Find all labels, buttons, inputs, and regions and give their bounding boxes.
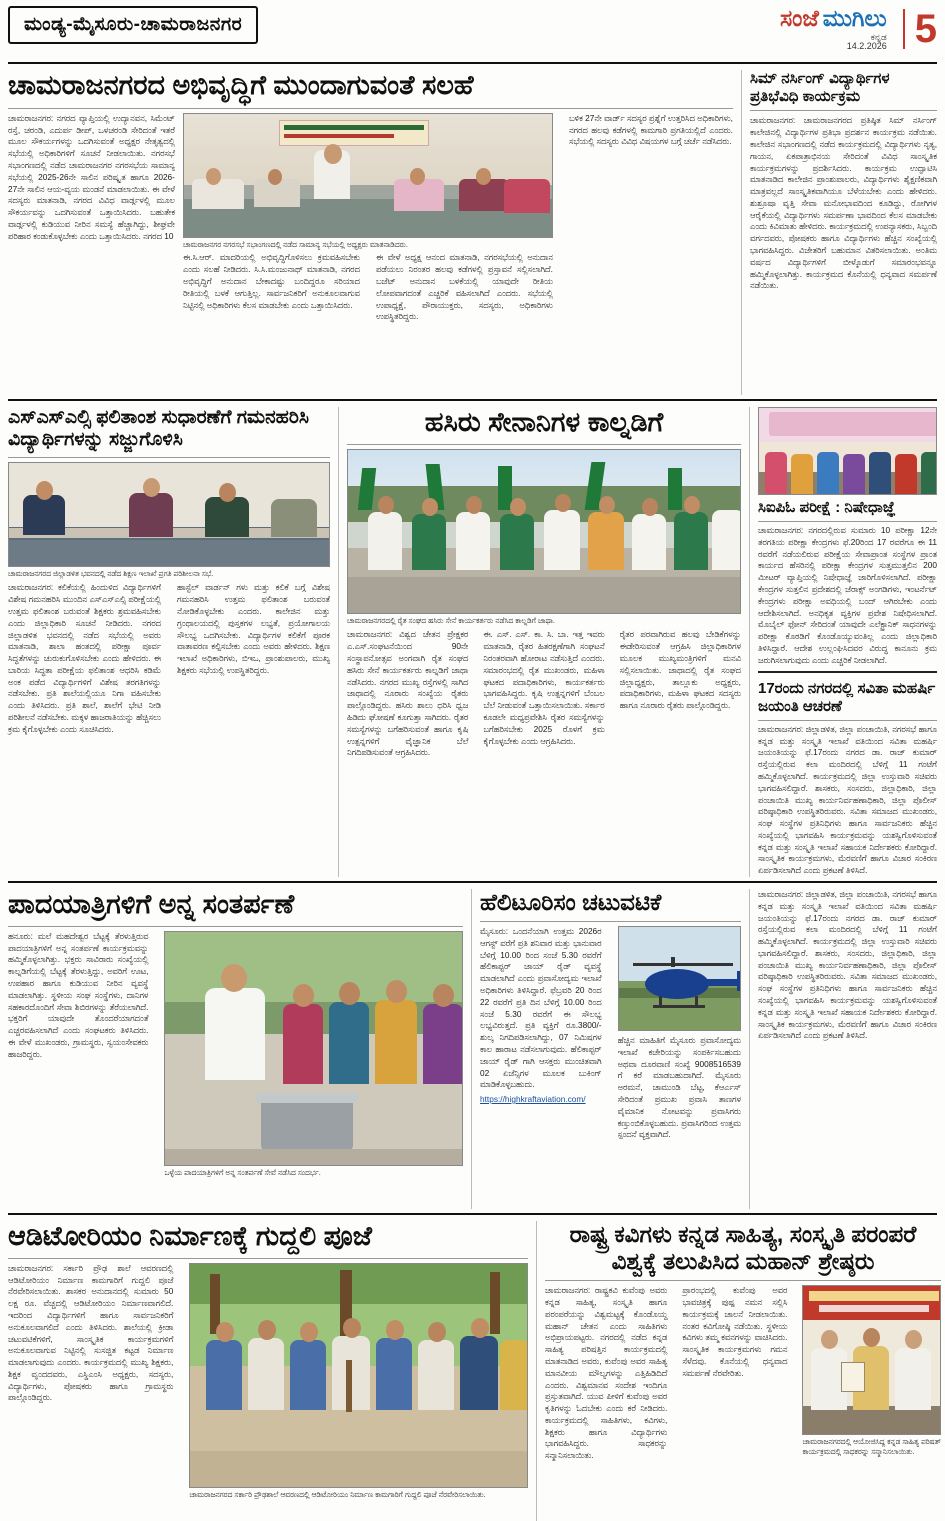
photo-stage-group: [758, 407, 937, 495]
a2-caption: ಚಾಮರಾಜನಗರದ ಜಿಲ್ಲಾಡಳಿತ ಭವನದಲ್ಲಿ ನಡೆದ ಶಿಕ್ಷಣ ಇಲಾಖೆ ಪ್ರಗತಿ ಪರಿಶೀಲನಾ ಸಭೆ.: [8, 568, 214, 578]
a3-col3: ರೈತರ ಪರವಾಗಿರುವ ಹಲವು ಬೇಡಿಕೆಗಳನ್ನು ಈಡೇರಿಸುವಂತೆ ಆಗ್ರಹಿಸಿ ಜಿಲ್ಲಾಧಿಕಾರಿಗಳ ಮೂಲಕ ಮುಖ್ಯಮಂತ್ರಿಗಳಿಗೆ ಮನವಿ ಸಲ್ಲಿಸಲಾಯಿತು. ಜಾಥಾದಲ್ಲಿ ರೈತ ಸಂಘದ ಜಿಲ್ಲಾಧ್ಯಕ್ಷರು, ತಾಲ್ಲೂಕು ಅಧ್ಯಕ್ಷರು, ಪದಾಧಿಕಾರಿಗಳು, ಮಹಿಳಾ ಘಟಕದ ಸದಸ್ಯರು ಹಾಗೂ ನೂರಾರು ರೈತರು ಪಾಲ್ಗೊಂಡಿದ್ದರು.: [619, 629, 741, 711]
a6-body: ಚಾಮರಾಜನಗರ: ಜಿಲ್ಲಾಡಳಿತ, ಜಿಲ್ಲಾ ಪಂಚಾಯಿತಿ, ನಗರಸಭೆ ಹಾಗೂ ಕನ್ನಡ ಮತ್ತು ಸಂಸ್ಕೃತಿ ಇಲಾಖೆ ವತಿಯಿಂದ ಸವಿತಾ ಮಹರ್ಷಿ ಜಯಂತಿಯನ್ನು ಫೆ.17ರಂದು ನಗರದ ಡಾ. ರಾಜ್ ಕುಮಾರ್ ರಸ್ತೆಯಲ್ಲಿರುವ ಕಲಾ ಮಂದಿರದಲ್ಲಿ ಬೆಳಿಗ್ಗೆ 11 ಗಂಟೆಗೆ ಹಮ್ಮಿಕೊಳ್ಳಲಾಗಿದೆ. ಕಾರ್ಯಕ್ರಮದಲ್ಲಿ ಜಿಲ್ಲಾ ಉಸ್ತುವಾರಿ ಸಚಿವರು ಭಾಗವಹಿಸಲಿದ್ದಾರೆ. ಶಾಸಕರು, ಸಂಸದರು, ಜಿಲ್ಲಾಧಿಕಾರಿ, ಜಿಲ್ಲಾ ಪಂಚಾಯಿತಿ ಮುಖ್ಯ ಕಾರ್ಯನಿರ್ವಹಣಾಧಿಕಾರಿ, ಜಿಲ್ಲಾ ಪೊಲೀಸ್ ವರಿಷ್ಠಾಧಿಕಾರಿ ಉಪಸ್ಥಿತರಿರುವರು. ಸವಿತಾ ಸಮಾಜದ ಮುಖಂಡರು, ಸಂಘ ಸಂಸ್ಥೆಗಳ ಪ್ರತಿನಿಧಿಗಳು ಹಾಗೂ ಸಾರ್ವಜನಿಕರು ಹೆಚ್ಚಿನ ಸಂಖ್ಯೆಯಲ್ಲಿ ಭಾಗವಹಿಸಿ ಕಾರ್ಯಕ್ರಮವನ್ನು ಯಶಸ್ವಿಗೊಳಿಸುವಂತೆ ಕನ್ನಡ ಮತ್ತು ಸಂಸ್ಕೃತಿ ಇಲಾಖೆ ಸಹಾಯಕ ನಿರ್ದೇಶಕರು ಕೋರಿದ್ದಾರೆ. ಸಾಂಸ್ಕೃತಿಕ ಕಾರ್ಯಕ್ರಮಗಳು, ಮೆರವಣಿಗೆ ಹಾಗೂ ವಿಚಾರ ಸಂಕಿರಣ ಏರ್ಪಡಿಸಲಾಗಿದೆ ಎಂದು ಪ್ರಕಟಣೆ ತಿಳಿಸಿದೆ.: [758, 723, 937, 876]
headline-a10: ರಾಷ್ಟ್ರ ಕವಿಗಳು ಕನ್ನಡ ಸಾಹಿತ್ಯ, ಸಂಸ್ಕೃತಿ ಪರಂಪರೆ ವಿಶ್ವಕ್ಕೆ ತಲುಪಿಸಿದ ಮಹಾನ್ ಶ್ರೇಷ್ಠರು: [569, 1221, 917, 1275]
article-chamarajanagara-development: [8, 70, 733, 395]
headline-a7: ಪಾದಯಾತ್ರಿಗಳಿಗೆ ಅನ್ನ ಸಂತರ್ಪಣೆ: [8, 889, 295, 919]
top-section: [8, 70, 937, 395]
section-rule-3: [8, 1213, 937, 1215]
a5-body: ಚಾಮರಾಜನಗರ: ನಗರದಲ್ಲಿರುವ ಸುಮಾರು 10 ಪರೀಕ್ಷಾ 12ನೇ ತರಗತಿಯ ಪರೀಕ್ಷಾ ಕೇಂದ್ರಗಳು ಫೆ.20ರಿಂದ 17 ರವರೆಗೂ ಈ 11 ರವರೆಗೆ ನಡೆಯಲಿರುವ ಪರೀಕ್ಷೆಯ ಸೇವಾಪ್ರಾಂತ ಸಂಸ್ಥೆಗಳ ಪ್ರಾಂತ ಕಾರ್ಯದ ಹೆಸರಿನಲ್ಲಿ ಪರೀಕ್ಷಾ ಕೇಂದ್ರಗಳ ಸುತ್ತಮುತ್ತಲಿನ 200 ಮೀಟರ್ ವ್ಯಾಪ್ತಿಯಲ್ಲಿ ನಿಷೇಧಾಜ್ಞೆ ಜಾರಿಗೊಳಿಸಲಾಗಿದೆ. ಪರೀಕ್ಷಾ ಕೇಂದ್ರಗಳ ಸುತ್ತಲಿನ ಪ್ರದೇಶದಲ್ಲಿ ಜೆರಾಕ್ಸ್ ಅಂಗಡಿಗಳು, ಇಂಟರ್ನೆಟ್ ಕೇಂದ್ರಗಳು ಪರೀಕ್ಷಾ ಅವಧಿಯಲ್ಲಿ ಬಂದ್ ಆಗಿರಬೇಕು ಎಂದು ಆದೇಶಿಸಲಾಗಿದೆ. ಅನಧಿಕೃತ ವ್ಯಕ್ತಿಗಳ ಪ್ರವೇಶ ನಿಷೇಧಿಸಲಾಗಿದೆ. ಮೊಬೈಲ್ ಫೋನ್ ಸೇರಿದಂತೆ ಯಾವುದೇ ಎಲೆಕ್ಟ್ರಾನಿಕ್ ಸಾಧನಗಳನ್ನು ಪರೀಕ್ಷಾ ಕೊಠಡಿಗೆ ಕೊಂಡೊಯ್ಯುವಂತಿಲ್ಲ ಎಂದು ಜಿಲ್ಲಾಧಿಕಾರಿ ತಿಳಿಸಿದ್ದಾರೆ. ಆದೇಶ ಉಲ್ಲಂಘಿಸಿದವರ ವಿರುದ್ಧ ಕಾನೂನು ಕ್ರಮ ಜರುಗಿಸಲಾಗುವುದು ಎಂದು ಎಚ್ಚರಿಕೆ ನೀಡಲಾಗಿದೆ.: [758, 525, 937, 665]
booking-link[interactable]: https://highkraftaviation.com/: [480, 1094, 586, 1105]
article-sim-nursing: [741, 70, 937, 395]
headline-a3: ಹಸಿರು ಸೇನಾನಿಗಳ ಕಾಲ್ನಡಿಗೆ: [424, 407, 664, 437]
brand-block: [780, 6, 937, 52]
headline-a9: ಆಡಿಟೋರಿಯಂ ನಿರ್ಮಾಣಕ್ಕೆ ಗುದ್ದಲಿ ಪೂಜೆ: [8, 1221, 372, 1251]
section-rule-2: [8, 881, 937, 883]
photo-anna-santarpane: [164, 931, 463, 1166]
a4-body: ಚಾಮರಾಜನಗರ: ಚಾಮರಾಜನಗರದ ಪ್ರತಿಷ್ಠಿತ ಸಿಮ್ ನರ್ಸಿಂಗ್ ಕಾಲೇಜಿನಲ್ಲಿ ವಿದ್ಯಾರ್ಥಿಗಳ ಪ್ರತಿಭಾ ಪ್ರದರ್ಶನ ಕಾರ್ಯಕ್ರಮ ನಡೆಯಿತು. ಕಾಲೇಜಿನ ಸಭಾಂಗಣದಲ್ಲಿ ನಡೆದ ಕಾರ್ಯಕ್ರಮದಲ್ಲಿ ವಿದ್ಯಾರ್ಥಿಗಳು ನೃತ್ಯ, ಗಾಯನ, ಏಕಪಾತ್ರಾಭಿನಯ ಸೇರಿದಂತೆ ವಿವಿಧ ಸಾಂಸ್ಕೃತಿಕ ಕಾರ್ಯಕ್ರಮಗಳನ್ನು ಪ್ರದರ್ಶಿಸಿದರು. ಕಾರ್ಯಕ್ರಮ ಉದ್ಘಾಟಿಸಿ ಮಾತನಾಡಿದ ಕಾಲೇಜಿನ ಪ್ರಾಂಶುಪಾಲರು, ವಿದ್ಯಾರ್ಥಿಗಳು ಶೈಕ್ಷಣಿಕವಾಗಿ ಮಾತ್ರವಲ್ಲದೆ ಸಾಂಸ್ಕೃತಿಕವಾಗಿಯೂ ಬೆಳೆಯಬೇಕು ಎಂದು ಹೇಳಿದರು. ಶುಶ್ರೂಷಾ ವೃತ್ತಿ ಸೇವಾ ಮನೋಭಾವದಿಂದ ಕೂಡಿದ್ದು, ರೋಗಿಗಳ ಆರೈಕೆಯಲ್ಲಿ ವಿದ್ಯಾರ್ಥಿಗಳು ಸಮರ್ಪಣಾ ಭಾವದಿಂದ ಕೆಲಸ ಮಾಡಬೇಕು ಎಂದು ಕಿವಿಮಾತು ಹೇಳಿದರು. ಕಾರ್ಯಕ್ರಮದಲ್ಲಿ ಉಪನ್ಯಾಸಕರು, ಸಿಬ್ಬಂದಿ ವರ್ಗದವರು, ಪೋಷಕರು ಹಾಗೂ ವಿದ್ಯಾರ್ಥಿಗಳು ಹೆಚ್ಚಿನ ಸಂಖ್ಯೆಯಲ್ಲಿ ಭಾಗವಹಿಸಿದ್ದರು. ವಿಜೇತರಿಗೆ ಬಹುಮಾನ ವಿತರಿಸಲಾಯಿತು. ಅಂತಿಮ ವರ್ಷದ ವಿದ್ಯಾರ್ಥಿಗಳಿಗೆ ಬೀಳ್ಕೊಡುಗೆ ಸಮಾರಂಭವನ್ನೂ ಹಮ್ಮಿಕೊಳ್ಳಲಾಗಿತ್ತು. ಕಾರ್ಯಕ್ರಮದ ಕೊನೆಯಲ್ಲಿ ಧನ್ಯವಾದ ಸಮರ್ಪಣೆ ನಡೆಯಿತು.: [750, 115, 937, 291]
a3-caption: ಚಾಮರಾಜನಗರದಲ್ಲಿ ರೈತ ಸಂಘದ ಹಸಿರು ಸೇನೆ ಕಾರ್ಯಕರ್ತರು ನಡೆಸಿದ ಕಾಲ್ನಡಿಗೆ ಜಾಥಾ.: [347, 615, 555, 625]
a6-body-continued: ಚಾಮರಾಜನಗರ: ಜಿಲ್ಲಾಡಳಿತ, ಜಿಲ್ಲಾ ಪಂಚಾಯಿತಿ, ನಗರಸಭೆ ಹಾಗೂ ಕನ್ನಡ ಮತ್ತು ಸಂಸ್ಕೃತಿ ಇಲಾಖೆ ವತಿಯಿಂದ ಸವಿತಾ ಮಹರ್ಷಿ ಜಯಂತಿಯನ್ನು ಫೆ.17ರಂದು ನಗರದ ಡಾ. ರಾಜ್ ಕುಮಾರ್ ರಸ್ತೆಯಲ್ಲಿರುವ ಕಲಾ ಮಂದಿರದಲ್ಲಿ ಬೆಳಿಗ್ಗೆ 11 ಗಂಟೆಗೆ ಹಮ್ಮಿಕೊಳ್ಳಲಾಗಿದೆ. ಕಾರ್ಯಕ್ರಮದಲ್ಲಿ ಜಿಲ್ಲಾ ಉಸ್ತುವಾರಿ ಸಚಿವರು ಭಾಗವಹಿಸಲಿದ್ದಾರೆ. ಶಾಸಕರು, ಸಂಸದರು, ಜಿಲ್ಲಾಧಿಕಾರಿ, ಜಿಲ್ಲಾ ಪಂಚಾಯಿತಿ ಮುಖ್ಯ ಕಾರ್ಯನಿರ್ವಹಣಾಧಿಕಾರಿ, ಜಿಲ್ಲಾ ಪೊಲೀಸ್ ವರಿಷ್ಠಾಧಿಕಾರಿ ಉಪಸ್ಥಿತರಿರುವರು. ಸವಿತಾ ಸಮಾಜದ ಮುಖಂಡರು, ಸಂಘ ಸಂಸ್ಥೆಗಳ ಪ್ರತಿನಿಧಿಗಳು ಹಾಗೂ ಸಾರ್ವಜನಿಕರು ಹೆಚ್ಚಿನ ಸಂಖ್ಯೆಯಲ್ಲಿ ಭಾಗವಹಿಸಿ ಕಾರ್ಯಕ್ರಮವನ್ನು ಯಶಸ್ವಿಗೊಳಿಸುವಂತೆ ಕನ್ನಡ ಮತ್ತು ಸಂಸ್ಕೃತಿ ಇಲಾಖೆ ಸಹಾಯಕ ನಿರ್ದೇಶಕರು ಕೋರಿದ್ದಾರೆ. ಸಾಂಸ್ಕೃತಿಕ ಕಾರ್ಯಕ್ರಮಗಳು, ಮೆರವಣಿಗೆ ಹಾಗೂ ವಿಚಾರ ಸಂಕಿರಣ ಏರ್ಪಡಿಸಲಾಗಿದೆ ಎಂದು ಪ್ರಕಟಣೆ ತಿಳಿಸಿದೆ.: [758, 889, 937, 1041]
photo-officials-meeting: [8, 462, 330, 567]
a10-col1: ಚಾಮರಾಜನಗರ: ರಾಷ್ಟ್ರಕವಿ ಕುವೆಂಪು ಅವರು ಕನ್ನಡ ಸಾಹಿತ್ಯ, ಸಂಸ್ಕೃತಿ ಹಾಗೂ ಪರಂಪರೆಯನ್ನು ವಿಶ್ವಮಟ್ಟಕ್ಕೆ ಕೊಂಡೊಯ್ದ ಮಹಾನ್ ಚೇತನ ಎಂದು ಸಾಹಿತಿಗಳು ಅಭಿಪ್ರಾಯಪಟ್ಟರು. ನಗರದಲ್ಲಿ ನಡೆದ ಕನ್ನಡ ಸಾಹಿತ್ಯ ಪರಿಷತ್ತಿನ ಕಾರ್ಯಕ್ರಮದಲ್ಲಿ ಮಾತನಾಡಿದ ಅವರು, ಕುವೆಂಪು ಅವರ ಸಾಹಿತ್ಯ ಮಾನವೀಯ ಮೌಲ್ಯಗಳನ್ನು ಎತ್ತಿಹಿಡಿದಿದೆ ಎಂದರು. ವಿಶ್ವಮಾನವ ಸಂದೇಶ ಇಂದಿಗೂ ಪ್ರಸ್ತುತವಾಗಿದೆ. ಯುವ ಪೀಳಿಗೆ ಕುವೆಂಪು ಅವರ ಕೃತಿಗಳನ್ನು ಓದಬೇಕು ಎಂದು ಕರೆ ನೀಡಿದರು. ಕಾರ್ಯಕ್ರಮದಲ್ಲಿ ಸಾಹಿತಿಗಳು, ಕವಿಗಳು, ಶಿಕ್ಷಕರು ಹಾಗೂ ವಿದ್ಯಾರ್ಥಿಗಳು ಭಾಗವಹಿಸಿದ್ದರು. ಸಾಧಕರನ್ನು ಸನ್ಮಾನಿಸಲಾಯಿತು.: [545, 1285, 668, 1461]
section-rule-1: [8, 399, 937, 401]
a9-col1: ಚಾಮರಾಜನಗರ: ಸರ್ಕಾರಿ ಪ್ರೌಢ ಶಾಲೆ ಆವರಣದಲ್ಲಿ ಆಡಿಟೋರಿಯಂ ನಿರ್ಮಾಣ ಕಾಮಗಾರಿಗೆ ಗುದ್ದಲಿ ಪೂಜೆ ನೆರವೇರಿಸಲಾಯಿತು. ಶಾಸಕರ ಅನುದಾನದಲ್ಲಿ ಸುಮಾರು 50 ಲಕ್ಷ ರೂ. ವೆಚ್ಚದಲ್ಲಿ ಆಡಿಟೋರಿಯಂ ನಿರ್ಮಾಣವಾಗಲಿದೆ. ಇದರಿಂದ ವಿದ್ಯಾರ್ಥಿಗಳಿಗೆ ಹಾಗೂ ಸಾರ್ವಜನಿಕರಿಗೆ ಅನುಕೂಲವಾಗಲಿದೆ ಎಂದು ತಿಳಿಸಿದರು. ಶಾಲೆಯಲ್ಲಿ ಕ್ರೀಡಾ ಚಟುವಟಿಕೆಗಳಿಗೆ, ಸಾಂಸ್ಕೃತಿಕ ಕಾರ್ಯಕ್ರಮಗಳಿಗೆ ಅನುಕೂಲವಾಗುವ ನಿಟ್ಟಿನಲ್ಲಿ ಸುಸಜ್ಜಿತ ಕಟ್ಟಡ ನಿರ್ಮಾಣ ಮಾಡಲಾಗುವುದು ಎಂದರು. ಕಾರ್ಯಕ್ರಮದಲ್ಲಿ ಮುಖ್ಯ ಶಿಕ್ಷಕರು, ಶಿಕ್ಷಕ ವೃಂದದವರು, ಎಸ್ಡಿಎಂಸಿ ಅಧ್ಯಕ್ಷರು, ಸದಸ್ಯರು, ವಿದ್ಯಾರ್ಥಿಗಳು, ಪೋಷಕರು ಹಾಗೂ ಗ್ರಾಮಸ್ಥರು ಪಾಲ್ಗೊಂಡಿದ್ದರು.: [8, 1262, 174, 1403]
a1-col1: ಚಾಮರಾಜನಗರ: ನಗರದ ವ್ಯಾಪ್ತಿಯಲ್ಲಿ ಉದ್ಯಾನವನ, ಸಿಮೆಂಟ್ ರಸ್ತೆ, ಚರಂಡಿ, ಎದುರ್ಪ ಡೀಪ್, ಒಳಚರಂಡಿ ಸೇರಿದಂತೆ ಇತರೆ ಮೂಲ ಸೌಕರ್ಯಗಳನ್ನು ಒದಗಿಸುವಂತೆ ಅಧ್ಯಕ್ಷರ ನೇತೃತ್ವದಲ್ಲಿ ಸಭೆಯಲ್ಲಿ ಅಧಿಕಾರಿಗಳಿಗೆ ಸೂಚನೆ ನೀಡಲಾಯಿತು. ನಗರಸಭೆ ಸಭಾಂಗಣದಲ್ಲಿ ನಡೆದ ಚಾಮರಾಜನಗರ ನಗರಸಭೆಯ ಸಾಮಾನ್ಯ ಸಭೆಯಲ್ಲಿ 2025-26ನೇ ಸಾಲಿನ ಪರಿಷ್ಕೃತ ಹಾಗೂ 2026-27ನೇ ಸಾಲಿನ ಆಯ-ವ್ಯಯ ಮಂಡನೆ ಮಾಡಲಾಯಿತು. ಈ ವೇಳೆ ಸದಸ್ಯರು ಮಾತನಾಡಿ, ನಗರದ ವಿವಿಧ ವಾರ್ಡ್ಗಳಲ್ಲಿ ಮೂಲ ಸೌಕರ್ಯವನ್ನು ಒದಗಿಸುವಂತೆ ಒತ್ತಾಯಿಸಿದರು. ಬಹುತೇಕ ವಾರ್ಡ್ಗಳಲ್ಲಿ ಕುಡಿಯುವ ನೀರಿನ ಸಮಸ್ಯೆ ಹೆಚ್ಚಾಗಿದ್ದು, ಶೀಘ್ರವೇ ಪರಿಹಾರ ಕಂಡುಕೊಳ್ಳಬೇಕು ಎಂದು ಒತ್ತಾಯಿಸಿದರು. ನಗರದ 10: [8, 112, 175, 241]
a8-body: ಮೈಸೂರು: ಒಂದನೆಯಾಗಿ ಉತ್ತಮ 2026ರ ಆಗಸ್ಟ್ ವರೆಗೆ ಪ್ರತಿ ಶನಿವಾರ ಮತ್ತು ಭಾನುವಾರ ಬೆಳಿಗ್ಗೆ 10.00 ರಿಂದ ಸಂಜೆ 5.30 ರವರೆಗೆ ಹೆಲಿಕಾಪ್ಟರ್ ಜಾಯ್ ರೈಡ್ ವ್ಯವಸ್ಥೆ ಮಾಡಲಾಗಿದೆ ಎಂದು ಪ್ರವಾಸೋದ್ಯಮ ಇಲಾಖೆ ಅಧಿಕಾರಿಗಳು ತಿಳಿಸಿದ್ದಾರೆ. ಫೆಬ್ರವರಿ 20 ರಿಂದ 22 ರವರೆಗೆ ಪ್ರತಿ ದಿನ ಬೆಳಿಗ್ಗೆ 10.00 ರಿಂದ ಸಂಜೆ 5.30 ರವರೆಗೆ ಈ ಸೌಲಭ್ಯ ಲಭ್ಯವಿರುತ್ತದೆ. ಪ್ರತಿ ವ್ಯಕ್ತಿಗೆ ರೂ.3800/- ಶುಲ್ಕ ನಿಗದಿಪಡಿಸಲಾಗಿದ್ದು, 07 ನಿಮಿಷಗಳ ಕಾಲ ಹಾರಾಟ ನಡೆಸಲಾಗುವುದು. ಹೆಲಿಕಾಪ್ಟರ್ ಜಾಯ್ ರೈಡ್ ಗಾಗಿ ಆಸಕ್ತರು ಮುಂಚಿತವಾಗಿ 02 ಏಜೆನ್ಸಿಗಳ ಮೂಲಕ ಬುಕಿಂಗ್ ಮಾಡಿಕೊಳ್ಳಬಹುದು.: [480, 926, 602, 1090]
brand-language: ಕನ್ನಡ: [870, 31, 887, 42]
a1-caption: ಚಾಮರಾಜನಗರ ನಗರಸಭೆ ಸಭಾಂಗಣದಲ್ಲಿ ನಡೆದ ಸಾಮಾನ್ಯ ಸಭೆಯಲ್ಲಿ ಅಧ್ಯಕ್ಷರು ಮಾತನಾಡಿದರು.: [182, 239, 408, 249]
photo-ground-breaking: [189, 1263, 528, 1488]
masthead-rule: [8, 62, 937, 64]
headline-a8: ಹೆಲಿಟೂರಿಸಂ ಚಟುವಟಿಕೆ: [480, 889, 662, 915]
a10-col2: ಪ್ರಾರಂಭದಲ್ಲಿ ಕುವೆಂಪು ಅವರ ಭಾವಚಿತ್ರಕ್ಕೆ ಪುಷ್ಪ ನಮನ ಸಲ್ಲಿಸಿ ಕಾರ್ಯಕ್ರಮಕ್ಕೆ ಚಾಲನೆ ನೀಡಲಾಯಿತು. ನಂತರ ಕವಿಗೋಷ್ಠಿ ನಡೆಯಿತು. ಸ್ಥಳೀಯ ಕವಿಗಳು ತಮ್ಮ ಕವನಗಳನ್ನು ವಾಚಿಸಿದರು. ಸಾಂಸ್ಕೃತಿಕ ಕಾರ್ಯಕ್ರಮಗಳು ಗಮನ ಸೆಳೆದವು. ಕೊನೆಯಲ್ಲಿ ಧನ್ಯವಾದ ಸಮರ್ಪಣೆ ನೆರವೇರಿತು.: [682, 1285, 788, 1378]
a2-col2: ಹಾಸ್ಟೆಲ್ ವಾರ್ಡನ್ ಗಳು ಮತ್ತು ಕಲಿಕೆ ಬಗ್ಗೆ ವಿಶೇಷ ಗಮನಹರಿಸಿ ಉತ್ತಮ ಫಲಿತಾಂಶ ಬರುವಂತೆ ನೋಡಿಕೊಳ್ಳಬೇಕು ಎಂದರು. ಕಾಲೇಜಿನ ಮತ್ತು ಗ್ರಂಥಾಲಯದಲ್ಲಿ ಪುಸ್ತಕಗಳ ಲಭ್ಯತೆ, ಪ್ರಯೋಗಾಲಯ ಸೌಲಭ್ಯ ಒದಗಿಸಬೇಕು. ವಿದ್ಯಾರ್ಥಿಗಳ ಕಲಿಕೆಗೆ ಪೂರಕ ವಾತಾವರಣ ಕಲ್ಪಿಸಬೇಕು ಎಂದು ಅವರು ಹೇಳಿದರು. ಶಿಕ್ಷಣ ಇಲಾಖೆ ಅಧಿಕಾರಿಗಳು, ಬಿಇಒ, ಪ್ರಾಂಶುಪಾಲರು, ಮುಖ್ಯ ಶಿಕ್ಷಕರು ಸಭೆಯಲ್ಲಿ ಉಪಸ್ಥಿತರಿದ್ದರು.: [177, 582, 330, 675]
a1-col3: ಈ ವೇಳೆ ಅಧ್ಯಕ್ಷ ಆನಂದ ಮಾತನಾಡಿ, ನಗರಸಭೆಯಲ್ಲಿ ಅನುದಾನ ಪಡೆಯಲು ನಿರಂತರ ಹಲವು ಕಡೆಗಳಲ್ಲಿ ಪ್ರಸ್ತಾವನೆ ಸಲ್ಲಿಸಲಾಗಿದೆ. ಬಜೆಟ್ ಅನುದಾನ ಬಳಕೆಯಲ್ಲಿ ಯಾವುದೇ ರೀತಿಯ ಲೋಪವಾಗದಂತೆ ಎಚ್ಚರಿಕೆ ವಹಿಸಲಾಗಿದೆ ಎಂದರು. ಸಭೆಯಲ್ಲಿ ಉಪಾಧ್ಯಕ್ಷೆ, ಪೌರಾಯುಕ್ತರು, ಸದಸ್ಯರು, ಅಧಿಕಾರಿಗಳು ಉಪಸ್ಥಿತರಿದ್ದರು.: [375, 252, 553, 322]
photo-literary-event: [802, 1285, 941, 1435]
a9-caption: ಚಾಮರಾಜನಗರದ ಸರ್ಕಾರಿ ಪ್ರೌಢಶಾಲೆ ಆವರಣದಲ್ಲಿ ಆಡಿಟೋರಿಯಂ ನಿರ್ಮಾಣ ಕಾಮಗಾರಿಗೆ ಗುದ್ದಲಿ ಪೂಜೆ ನೆರವೇರಿಸಲಾಯಿತು.: [189, 1489, 486, 1499]
article-sslc-results: [8, 407, 330, 877]
a3-col1: ಚಾಮರಾಜನಗರ: ವಿಶ್ವದ ಚೇತನ ಪ್ರೇಕ್ಷಕರ ಎ.ಎಸ್.ಸಂಘಟನೆಯಿಂದ 90ನೇ ಸಂಸ್ಥಾಪನೋತ್ಸವ ಅಂಗವಾಗಿ ರೈತ ಸಂಘದ ಹಸಿರು ಸೇನೆ ಕಾರ್ಯಕರ್ತರು ಕಾಲ್ನಡಿಗೆ ಜಾಥಾ ನಡೆಸಿದರು. ನಗರದ ಮುಖ್ಯ ರಸ್ತೆಗಳಲ್ಲಿ ಸಾಗಿದ ಜಾಥಾದಲ್ಲಿ ನೂರಾರು ಸಂಖ್ಯೆಯ ರೈತರು ಪಾಲ್ಗೊಂಡಿದ್ದರು. ಹಸಿರು ಶಾಲು ಧರಿಸಿ ಧ್ವಜ ಹಿಡಿದು ಘೋಷಣೆ ಕೂಗುತ್ತಾ ಸಾಗಿದರು. ರೈತರ ಸಮಸ್ಯೆಗಳನ್ನು ಬಗೆಹರಿಸುವಂತೆ ಹಾಗೂ ಕೃಷಿ ಉತ್ಪನ್ನಗಳಿಗೆ ವೈಜ್ಞಾನಿಕ ಬೆಲೆ ನಿಗದಿಪಡಿಸುವಂತೆ ಆಗ್ರಹಿಸಿದರು.: [347, 629, 469, 758]
article-food-distribution: [8, 889, 463, 1209]
photo-meeting-hall: [183, 113, 553, 238]
second-section: [8, 407, 937, 877]
photo-farmers-march: [347, 449, 741, 614]
brand-part2: ಮುಗಿಲು: [822, 5, 887, 31]
photo-helicopter: [618, 926, 741, 1031]
headline-a4: ಸಿಮ್ ನರ್ಸಿಂಗ್ ವಿದ್ಯಾರ್ಥಿಗಳ ಪ್ರತಿಭೆವಿಧಿ ಕಾರ್ಯಕ್ರಮ: [750, 70, 890, 105]
right-rail-2: [749, 407, 937, 877]
page-number: 5: [903, 9, 937, 49]
article-green-brigade-walk: [338, 407, 741, 877]
a3-col2: ಈ. ಎಸ್. ಎಸ್. ಕಾ. ಸಿ. ಬಾ. ಇತ್ತ ಇವರು ಮಾತನಾಡಿ, ರೈತರ ಹಿತರಕ್ಷಣೆಗಾಗಿ ಸಂಘಟನೆ ನಿರಂತರವಾಗಿ ಹೋರಾಟ ನಡೆಸುತ್ತಿದೆ ಎಂದರು. ಸಮಾರಂಭದಲ್ಲಿ ರೈತ ಮುಖಂಡರು, ಮಹಿಳಾ ಘಟಕದ ಪದಾಧಿಕಾರಿಗಳು, ಕಾರ್ಯಕರ್ತರು ಭಾಗವಹಿಸಿದ್ದರು. ಕೃಷಿ ಉತ್ಪನ್ನಗಳಿಗೆ ಬೆಂಬಲ ಬೆಲೆ ನೀಡುವಂತೆ ಒತ್ತಾಯಿಸಲಾಯಿತು. ಸರ್ಕಾರ ಕೂಡಲೇ ಮಧ್ಯಪ್ರವೇಶಿಸಿ ರೈತರ ಸಮಸ್ಯೆಗಳನ್ನು ಬಗೆಹರಿಸಬೇಕು 2025 ರೊಳಗೆ ಕ್ರಮ ಕೈಗೊಳ್ಳಬೇಕು ಎಂದು ಆಗ್ರಹಿಸಿದರು.: [483, 629, 605, 746]
a1-col2: ಈ.ಸಿ.ಆರ್. ಮಾದರಿಯಲ್ಲಿ ಅಭಿವೃದ್ಧಿಗೊಳಿಸಲು ಕ್ರಮವಹಿಸಬೇಕು ಎಂದು ಸಲಹೆ ನೀಡಿದರು. ಸಿ.ಸಿ.ಮಂಜುನಾಥ್ ಮಾತನಾಡಿ, ನಗರದ ಅಭಿವೃದ್ಧಿಗೆ ಅನುದಾನ ಬೇಕಾದಷ್ಟು ಬಂದಿದ್ದರೂ ಸರಿಯಾದ ರೀತಿಯಲ್ಲಿ ಬಳಕೆ ಆಗುತ್ತಿಲ್ಲ. ಸಾರ್ವಜನಿಕರಿಗೆ ಅನುಕೂಲವಾಗುವ ನಿಟ್ಟಿನಲ್ಲಿ ಅಧಿಕಾರಿಗಳು ಕೆಲಸ ಮಾಡಬೇಕು ಎಂದು ಒತ್ತಾಯಿಸಿದರು.: [182, 252, 360, 310]
headline-a1: ಚಾಮರಾಜನಗರದ ಅಭಿವೃದ್ಧಿಗೆ ಮುಂದಾಗುವಂತೆ ಸಲಹೆ: [8, 70, 474, 100]
a8-booking-note: [480, 1094, 602, 1106]
headline-a6: 17ರಂದು ನಗರದಲ್ಲಿ ಸವಿತಾ ಮಹರ್ಷಿ ಜಯಂತಿ ಆಚರಣೆ: [758, 680, 936, 716]
brand-name: [780, 6, 887, 52]
article-heli-tourism: [471, 889, 741, 1209]
edition-label: ಮಂಡ್ಯ-ಮೈಸೂರು-ಚಾಮರಾಜನಗರ: [8, 6, 258, 44]
a1-col4: ಬಳಿಕ 27ನೇ ವಾರ್ಡ್ ಸದಸ್ಯರ ಪ್ರಶ್ನೆಗೆ ಉತ್ತರಿಸಿದ ಅಧಿಕಾರಿಗಳು, ನಗರದ ಹಲವು ಕಡೆಗಳಲ್ಲಿ ಕಾಮಗಾರಿ ಪ್ರಗತಿಯಲ್ಲಿದೆ ಎಂದರು. ಸಭೆಯಲ್ಲಿ ಸದಸ್ಯರು ವಿವಿಧ ವಿಷಯಗಳ ಬಗ್ಗೆ ಚರ್ಚೆ ನಡೆಸಿದರು.: [568, 112, 733, 147]
a10-caption: ಚಾಮರಾಜನಗರದಲ್ಲಿ ಆಯೋಜಿಸಿದ್ದ ಕನ್ನಡ ಸಾಹಿತ್ಯ ಪರಿಷತ್ ಕಾರ್ಯಕ್ರಮದಲ್ಲಿ ಸಾಧಕರನ್ನು ಸನ್ಮಾನಿಸಲಾಯಿತು.: [802, 1437, 941, 1456]
bottom-section: [8, 1221, 941, 1521]
masthead: [8, 6, 937, 60]
brand-part1: ಸಂಜೆ: [779, 5, 819, 31]
headline-a5: ಸಿಐಪಿಓ ಪರೀಕ್ಷೆ : ನಿಷೇಧಾಜ್ಞೆ: [758, 499, 896, 517]
a2-col1: ಚಾಮರಾಜನಗರ: ಕಲಿಕೆಯಲ್ಲಿ ಹಿಂದುಳಿದ ವಿದ್ಯಾರ್ಥಿಗಳಿಗೆ ವಿಶೇಷ ಗಮನಹರಿಸಿ ಮುಂದಿನ ಎಸ್ಎಸ್ಎಲ್ಸಿ ಪರೀಕ್ಷೆಯಲ್ಲಿ ಉತ್ತಮ ಫಲಿತಾಂಶ ಬರುವಂತೆ ಶಿಕ್ಷಕರು ಶ್ರಮವಹಿಸಬೇಕು ಎಂದು ಜಿಲ್ಲಾಧಿಕಾರಿ ಸೂಚನೆ ನೀಡಿದರು. ನಗರದ ಜಿಲ್ಲಾಡಳಿತ ಭವನದಲ್ಲಿ ನಡೆದ ಸಭೆಯಲ್ಲಿ ಅವರು ಮಾತನಾಡಿ, ಶಾಲಾ ಹಂತದಲ್ಲಿ ಪರೀಕ್ಷಾ ಪೂರ್ವ ಸಿದ್ಧತೆಗಳನ್ನು ಚುರುಕುಗೊಳಿಸಬೇಕು ಎಂದು ಹೇಳಿದರು. ಈ ಬಾರಿಯ ಸಿದ್ಧತಾ ಪರೀಕ್ಷೆಯ ಫಲಿತಾಂಶ ಆಧರಿಸಿ ಕಡಿಮೆ ಅಂಕ ಪಡೆದ ವಿದ್ಯಾರ್ಥಿಗಳಿಗೆ ವಿಶೇಷ ತರಗತಿಗಳನ್ನು ನಡೆಸಬೇಕು. ಪ್ರತಿ ಶಾಲೆಯಲ್ಲಿಯೂ ನಿಗಾ ವಹಿಸಬೇಕು ಎಂದು ತಿಳಿಸಿದರು. ಪ್ರತಿ ಶಾಲೆ, ಶಾಲೆಗೆ ಭೇಟಿ ನೀಡಿ ಪರಿಶೀಲನೆ ನಡೆಸಬೇಕು. ಮಕ್ಕಳ ಹಾಜರಾತಿಯನ್ನು ಹೆಚ್ಚಿಸಲು ಕ್ರಮ ಕೈಗೊಳ್ಳಬೇಕು ಎಂದು ಸೂಚಿಸಿದರು.: [8, 582, 161, 734]
a7-caption: ಒಳ್ಳೆಯ ಪಾದಯಾತ್ರಿಗಳಿಗೆ ಅನ್ನ ಸಂತರ್ಪಣೆ ಸೇವೆ ನಡೆಸಿದ ಸಂದರ್ಭ.: [164, 1167, 321, 1177]
third-section: [8, 889, 937, 1209]
issue-date: 14.2.2026: [846, 41, 887, 52]
headline-a2: ಎಸ್ಎಸ್ಎಲ್ಸಿ ಫಲಿತಾಂಶ ಸುಧಾರಣೆಗೆ ಗಮನಹರಿಸಿ ವಿದ್ಯಾರ್ಥಿಗಳನ್ನು ಸಜ್ಜುಗೊಳಿಸಿ: [8, 407, 309, 451]
article-auditorium-bhoomi-puja: [8, 1221, 528, 1521]
a1-photo-block: [183, 113, 553, 395]
article-rashtrakavi-tribute: [536, 1221, 941, 1521]
a8-body2: ಹೆಚ್ಚಿನ ಮಾಹಿತಿಗೆ ಮೈಸೂರು ಪ್ರವಾಸೋದ್ಯಮ ಇಲಾಖೆ ಕಚೇರಿಯನ್ನು ಸಂಪರ್ಕಿಸಬಹುದು ಅಥವಾ ದೂರವಾಣಿ ಸಂಖ್ಯೆ 9008516539 ಗೆ ಕರೆ ಮಾಡಬಹುದಾಗಿದೆ. ಮೈಸೂರು ಅರಮನೆ, ಚಾಮುಂಡಿ ಬೆಟ್ಟ, ಕೆಆರ್ಎಸ್ ಸೇರಿದಂತೆ ಪ್ರಮುಖ ಪ್ರವಾಸಿ ತಾಣಗಳ ವೈಮಾನಿಕ ನೋಟವನ್ನು ಪ್ರವಾಸಿಗರು ಕಣ್ತುಂಬಿಕೊಳ್ಳಬಹುದು. ಪ್ರವಾಸಿಗರಿಂದ ಉತ್ತಮ ಸ್ಪಂದನೆ ವ್ಯಕ್ತವಾಗಿದೆ.: [617, 1035, 741, 1140]
right-rail-3: [749, 889, 937, 1209]
a7-col1: ಹನೂರು: ಮಲೆ ಮಹದೇಶ್ವರ ಬೆಟ್ಟಕ್ಕೆ ತೆರಳುತ್ತಿರುವ ಪಾದಯಾತ್ರಿಗಳಿಗೆ ಅನ್ನ ಸಂತರ್ಪಣೆ ಕಾರ್ಯಕ್ರಮವನ್ನು ಹಮ್ಮಿಕೊಳ್ಳಲಾಗಿತ್ತು. ಭಕ್ತರು ಸಾವಿರಾರು ಸಂಖ್ಯೆಯಲ್ಲಿ ಕಾಲ್ನಡಿಗೆಯಲ್ಲಿ ಬೆಟ್ಟಕ್ಕೆ ತೆರಳುತ್ತಿದ್ದು, ಅವರಿಗೆ ಊಟ, ಉಪಹಾರ ಹಾಗೂ ಕುಡಿಯುವ ನೀರಿನ ವ್ಯವಸ್ಥೆ ಮಾಡಲಾಗಿತ್ತು. ಸ್ಥಳೀಯ ಸಂಘ ಸಂಸ್ಥೆಗಳು, ದಾನಿಗಳ ಸಹಕಾರದೊಂದಿಗೆ ಸೇವಾ ಶಿಬಿರಗಳನ್ನು ತೆರೆಯಲಾಗಿದೆ. ಭಕ್ತರಿಗೆ ಯಾವುದೇ ತೊಂದರೆಯಾಗದಂತೆ ಎಚ್ಚರವಹಿಸಲಾಗಿದೆ ಎಂದು ಸಂಘಟಕರು ತಿಳಿಸಿದರು. ಈ ವೇಳೆ ಮುಖಂಡರು, ಗ್ರಾಮಸ್ಥರು, ಸ್ವಯಂಸೇವಕರು ಹಾಜರಿದ್ದರು.: [8, 930, 149, 1059]
